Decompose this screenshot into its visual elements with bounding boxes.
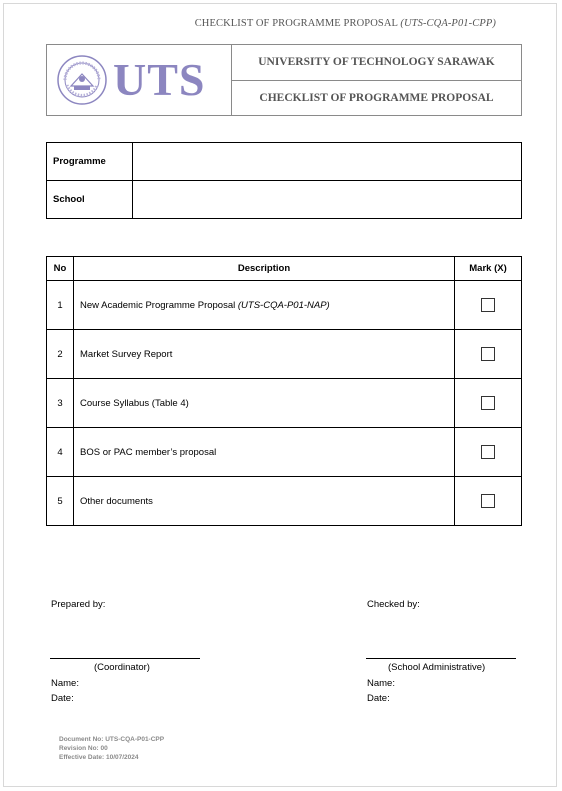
checklist-header-row <box>47 257 522 281</box>
row-number: 3 <box>47 379 74 428</box>
coordinator-role: (Coordinator) <box>94 662 150 673</box>
row-mark <box>455 428 522 477</box>
coordinator-name-label: Name: <box>51 678 79 689</box>
letterhead-box <box>46 44 522 116</box>
header-title: CHECKLIST OF PROGRAMME PROPOSAL <box>194 18 398 29</box>
school-field[interactable] <box>133 181 522 219</box>
university-logo <box>47 45 232 115</box>
row-description: BOS or PAC member’s proposal <box>74 428 455 477</box>
row-number: 4 <box>47 428 74 477</box>
header-code: UTS-CQA-P01-CPP <box>403 18 493 29</box>
coordinator-date-label: Date: <box>51 693 74 704</box>
running-header: CHECKLIST OF PROGRAMME PROPOSAL (UTS-CQA-P01-CPP) <box>194 18 496 29</box>
document-control-footer <box>59 735 164 762</box>
table-row <box>47 330 522 379</box>
document-title: CHECKLIST OF PROGRAMME PROPOSAL <box>232 80 521 116</box>
row-number: 2 <box>47 330 74 379</box>
row-mark <box>455 379 522 428</box>
programme-label: Programme <box>47 143 133 181</box>
table-row <box>47 379 522 428</box>
table-row <box>47 428 522 477</box>
col-mark-header: Mark (X) <box>455 257 522 281</box>
row-mark <box>455 330 522 379</box>
admin-role: (School Administrative) <box>388 662 486 673</box>
col-description-header: Description <box>74 257 455 281</box>
mark-checkbox[interactable] <box>481 494 495 508</box>
programme-info-table <box>46 142 522 219</box>
row-description: Course Syllabus (Table 4) <box>74 379 455 428</box>
mark-checkbox[interactable] <box>481 396 495 410</box>
revision-number: Revision No: 00 <box>59 745 108 752</box>
row-number: 1 <box>47 281 74 330</box>
row-description: Other documents <box>74 477 455 526</box>
checklist-table <box>46 256 522 526</box>
admin-name-label: Name: <box>367 678 395 689</box>
coordinator-signature-line <box>50 658 200 659</box>
row-description: Market Survey Report <box>74 330 455 379</box>
school-row <box>47 181 522 219</box>
admin-date-label: Date: <box>367 693 390 704</box>
row-mark <box>455 477 522 526</box>
seal-icon <box>57 55 107 105</box>
document-number: Document No: UTS-CQA-P01-CPP <box>59 736 165 743</box>
admin-signature-line <box>366 658 516 659</box>
row-mark <box>455 281 522 330</box>
table-row <box>47 477 522 526</box>
programme-row <box>47 143 522 181</box>
mark-checkbox[interactable] <box>481 347 495 361</box>
row-description: New Academic Programme Proposal (UTS-CQA-P01-NAP) <box>74 281 455 330</box>
mark-checkbox[interactable] <box>481 298 495 312</box>
programme-field[interactable] <box>133 143 522 181</box>
university-name: UNIVERSITY OF TECHNOLOGY SARAWAK <box>258 56 495 69</box>
row-number: 5 <box>47 477 74 526</box>
col-no-header: No <box>47 257 74 281</box>
logo-wordmark: UTS <box>113 54 206 105</box>
school-label: School <box>47 181 133 219</box>
checked-by-label: Checked by: <box>367 599 420 610</box>
prepared-by-label: Prepared by: <box>51 599 106 610</box>
mark-checkbox[interactable] <box>481 445 495 459</box>
effective-date: Effective Date: 10/07/2024 <box>59 754 139 761</box>
table-row <box>47 281 522 330</box>
document-page <box>3 3 557 787</box>
